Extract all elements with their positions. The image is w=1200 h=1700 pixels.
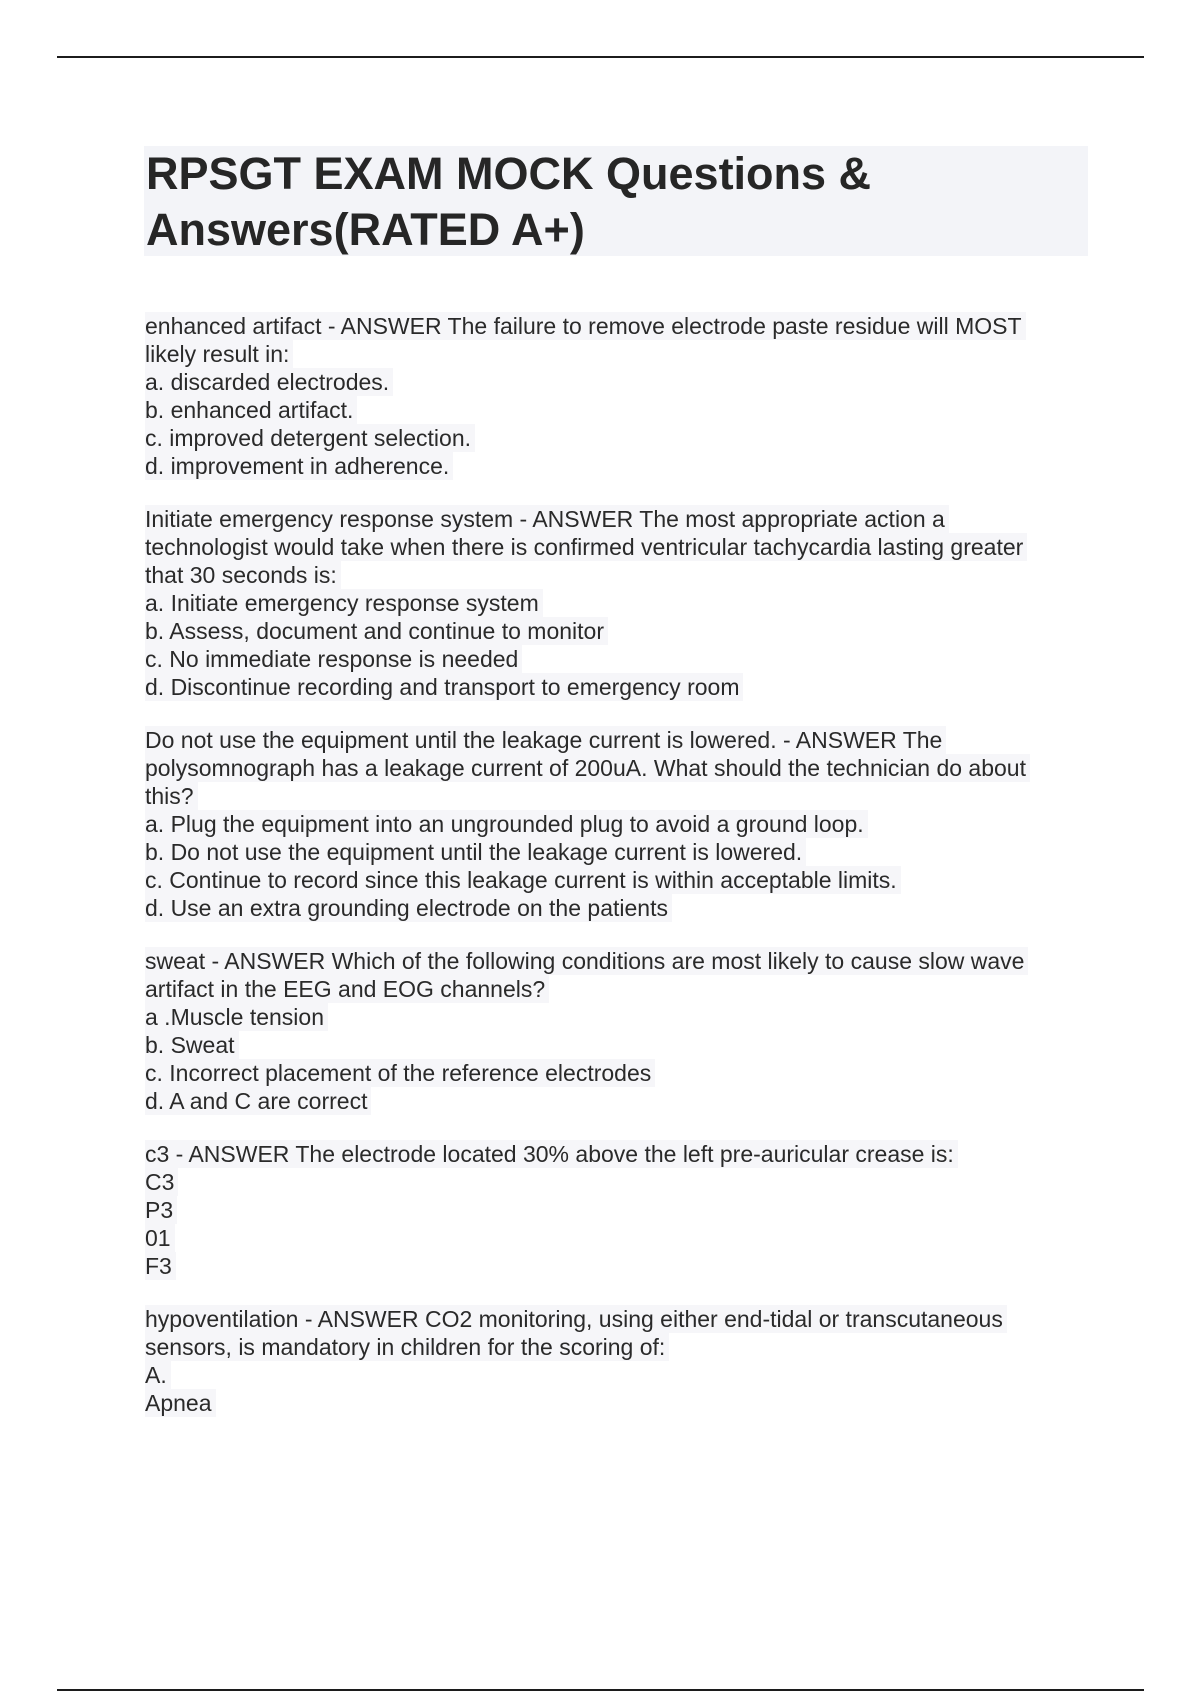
option-line: d. Discontinue recording and transport to emergency room xyxy=(145,673,743,701)
question-line: artifact in the EEG and EOG channels? xyxy=(145,975,549,1003)
option-line: a .Muscle tension xyxy=(145,1003,328,1031)
option-line: b. enhanced artifact. xyxy=(145,396,357,424)
question-line: sweat - ANSWER Which of the following conditions are most likely to cause slow wave xyxy=(145,947,1028,975)
question-line: this? xyxy=(145,782,198,810)
option-line: P3 xyxy=(145,1196,177,1224)
document-title: RPSGT EXAM MOCK Questions & Answers(RATED A+) xyxy=(146,148,872,255)
question-line: Initiate emergency response system - ANSWER The most appropriate action a xyxy=(145,505,949,533)
qa-block-5 xyxy=(145,1140,1095,1280)
question-line: Do not use the equipment until the leakage current is lowered. - ANSWER The xyxy=(145,726,946,754)
option-line: a. Plug the equipment into an ungrounded plug to avoid a ground loop. xyxy=(145,810,868,838)
qa-block-4 xyxy=(145,947,1095,1115)
qa-block-1 xyxy=(145,312,1095,480)
option-line: C3 xyxy=(145,1168,178,1196)
question-line: sensors, is mandatory in children for the scoring of: xyxy=(145,1333,669,1361)
option-line: b. Do not use the equipment until the leakage current is lowered. xyxy=(145,838,806,866)
option-line: c. improved detergent selection. xyxy=(145,424,475,452)
option-line: c. Continue to record since this leakage current is within acceptable limits. xyxy=(145,866,901,894)
option-line: Apnea xyxy=(145,1389,216,1417)
option-line: a. discarded electrodes. xyxy=(145,368,393,396)
option-line: c. No immediate response is needed xyxy=(145,645,522,673)
option-line: d. A and C are correct xyxy=(145,1087,371,1115)
question-line: technologist would take when there is confirmed ventricular tachycardia lasting greater xyxy=(145,533,1027,561)
option-line: A. xyxy=(145,1361,171,1389)
question-line: c3 - ANSWER The electrode located 30% above the left pre-auricular crease is: xyxy=(145,1140,958,1168)
option-line: c. Incorrect placement of the reference electrodes xyxy=(145,1059,655,1087)
option-line: 01 xyxy=(145,1224,175,1252)
question-line: enhanced artifact - ANSWER The failure to remove electrode paste residue will MOST xyxy=(145,312,1026,340)
qa-block-3 xyxy=(145,726,1095,922)
qa-block-6 xyxy=(145,1305,1095,1417)
qa-block-2 xyxy=(145,505,1095,701)
option-line: d. Use an extra grounding electrode on the patients xyxy=(145,894,672,922)
question-line: hypoventilation - ANSWER CO2 monitoring, using either end-tidal or transcutaneous xyxy=(145,1305,1007,1333)
option-line: b. Sweat xyxy=(145,1031,239,1059)
option-line: a. Initiate emergency response system xyxy=(145,589,543,617)
option-line: b. Assess, document and continue to monitor xyxy=(145,617,608,645)
question-line: polysomnograph has a leakage current of 200uA. What should the technician do about xyxy=(145,754,1030,782)
option-line: d. improvement in adherence. xyxy=(145,452,453,480)
question-line: that 30 seconds is: xyxy=(145,561,341,589)
bottom-rule xyxy=(57,1689,1144,1691)
option-line: F3 xyxy=(145,1252,176,1280)
top-rule xyxy=(57,56,1144,58)
document-body xyxy=(145,312,1095,1442)
question-line: likely result in: xyxy=(145,340,293,368)
